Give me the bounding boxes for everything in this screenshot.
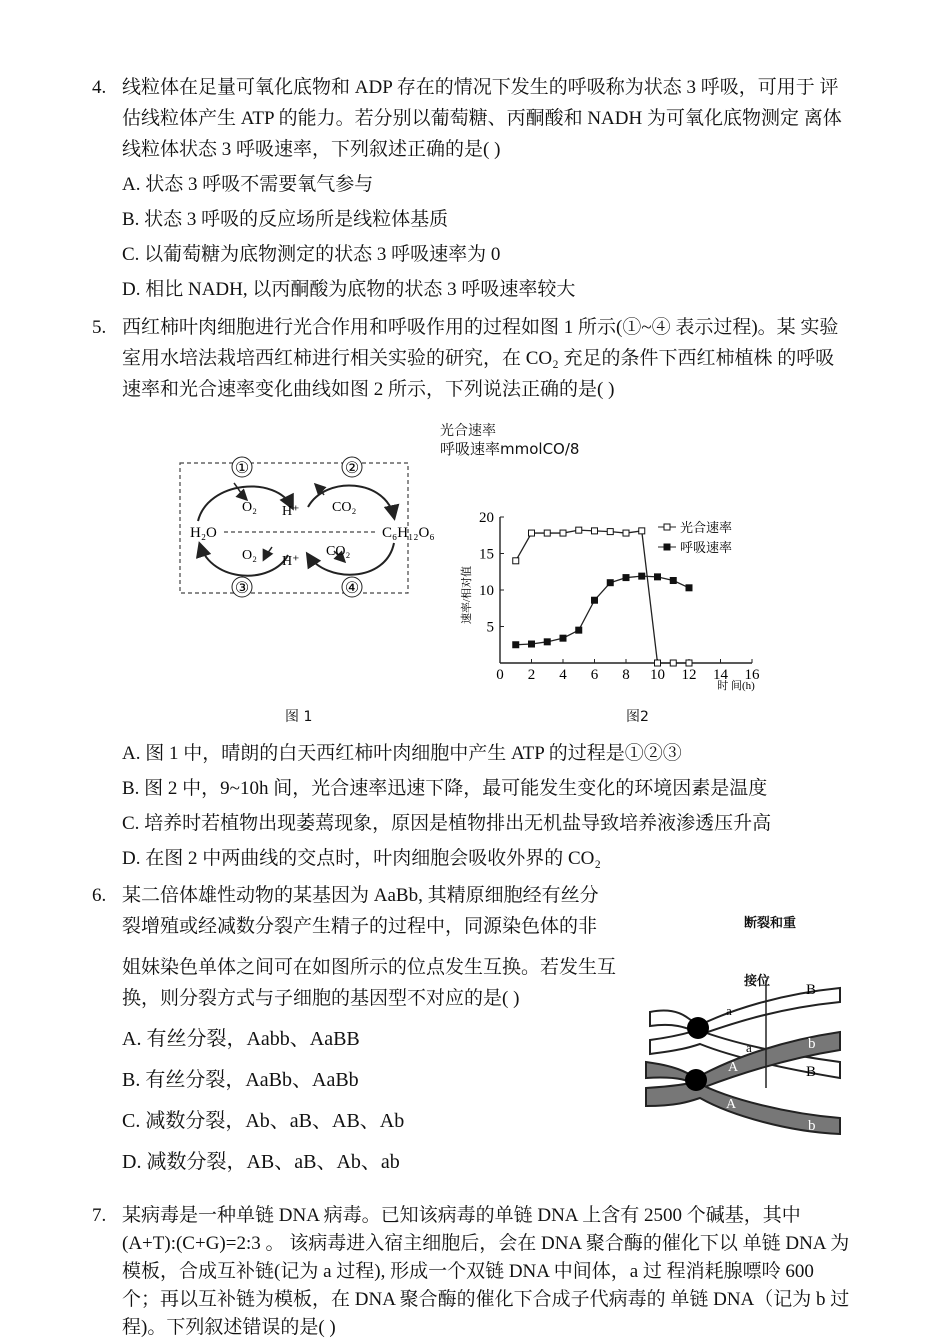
data-point (513, 558, 519, 564)
option-c: C. 培养时若植物出现萎蔫现象，原因是植物排出无机盐导致培养液渗透压升高 (122, 813, 772, 834)
data-point (576, 527, 582, 533)
gene-a-top: a (726, 1003, 732, 1018)
question-6-stem-1 (92, 880, 622, 942)
chart-top-label-2: 呼吸速率mmolCO/8 (440, 440, 580, 458)
option-a: A. 图 1 中，晴朗的白天西红柿叶肉细胞中产生 ATP 的过程是①②③ (122, 743, 682, 764)
data-point (560, 530, 566, 536)
data-point (686, 660, 692, 666)
crossover-label-2: 接位 (744, 974, 771, 989)
legend-label: 光合速率 (680, 520, 733, 535)
data-point (639, 573, 645, 579)
question-5 (92, 312, 852, 405)
question-text: 线粒体在足量可氧化底物和 ADP 存在的情况下发生的呼吸称为状态 3 呼吸，可用于 评估线粒体产生 ATP 的能力。若分别以葡萄糖、丙酮酸和 NADH 为可氧化底物测定 离体线粒体状态 3 呼吸速率，下列叙述正确的是( ) (122, 77, 842, 160)
data-point (686, 585, 692, 591)
process-1-label: ① (234, 460, 250, 477)
co2-label-bottom: CO₂ (326, 544, 351, 559)
gene-a-mid: a (746, 1040, 752, 1055)
question-text: 某二倍体雄性动物的某基因为 AaBb, 其精原细胞经有丝分 裂增殖或经减数分裂产生精子的过程中，同源染色体的非 (122, 885, 599, 937)
figure-2-caption: 图2 (626, 709, 649, 725)
series-line-2 (516, 576, 689, 645)
y-tick-label: 15 (479, 546, 494, 563)
process-3-label: ③ (234, 580, 250, 597)
option-b: B. 图 2 中，9~10h 间，光合速率迅速下降，最可能发生变化的环境因素是温度 (122, 778, 768, 799)
x-tick-label: 6 (590, 667, 599, 683)
data-point (576, 627, 582, 633)
x-tick-label: 14 (713, 667, 728, 683)
crossover-label-1: 断裂和重 (744, 916, 797, 931)
arrow-1-branch (234, 483, 246, 499)
process-2-label: ② (344, 460, 360, 477)
centromere-top (687, 1017, 709, 1039)
question-number: 7. (92, 1205, 107, 1226)
data-point (529, 530, 535, 536)
option-c: C. 以葡萄糖为底物测定的状态 3 呼吸速率为 0 (122, 244, 501, 265)
option-b: B. 状态 3 呼吸的反应场所是线粒体基质 (122, 209, 449, 230)
chart-ylabel: 速率/相对值 (461, 565, 473, 625)
o2-label-top: O₂ (242, 500, 257, 515)
figure-2-chart (460, 505, 770, 695)
question-4-stem (92, 72, 852, 165)
hplus-label-bottom: H⁺ (282, 554, 300, 569)
option-d: D. 减数分裂，AB、aB、Ab、ab (122, 1151, 400, 1173)
x-tick-label: 0 (496, 667, 504, 683)
legend-label: 呼吸速率 (680, 540, 733, 555)
question-7-stem (92, 1202, 852, 1342)
x-tick-label: 12 (681, 667, 697, 683)
x-tick-label: 10 (650, 667, 665, 683)
question-5-stem (92, 312, 852, 405)
question-7 (92, 1202, 852, 1342)
gene-B-top: B (806, 982, 817, 998)
gene-A-mid: A (728, 1060, 739, 1075)
y-tick-label: 20 (479, 510, 494, 526)
question-number: 4. (92, 77, 107, 98)
question-text: 某病毒是一种单链 DNA 病毒。已知该病毒的单链 DNA 上含有 2500 个碱基，其中 (A+T):(C+G)=2:3 。 该病毒进入宿主细胞后，会在 DNA 聚合酶的催化下以 单链 DNA 为模板，合成互补链(记为 a 过程), 形成一个双链 DNA 中间体，a 过 程消耗腺嘌呤 600 个；再以互补链为模板，在 DNA 聚合酶的催化下合成子代病毒的 单链 DNA（记为 b 过程)。下列叙述错误的是( ) (122, 1205, 850, 1338)
chart-top-label-1: 光合速率 (440, 423, 496, 439)
centromere-bottom (685, 1069, 707, 1091)
chart-xlabel: 时 间(h) (717, 680, 755, 692)
glucose-label: C₆H₁₂O₆ (382, 525, 435, 541)
option-d: D. 在图 2 中两曲线的交点时，叶肉细胞会吸收外界的 CO₂ (122, 848, 601, 869)
process-4-label: ④ (344, 580, 360, 597)
y-tick-label: 5 (486, 619, 494, 636)
gene-b-mid: b (808, 1036, 816, 1052)
figure-1-diagram (176, 455, 448, 607)
option-c: C. 减数分裂，Ab、aB、AB、Ab (122, 1110, 405, 1132)
data-point (655, 660, 661, 666)
o2-label-bottom: O₂ (242, 548, 257, 563)
h2o-label: H₂O (190, 525, 217, 541)
gene-b-low: b (808, 1118, 816, 1134)
data-point (592, 528, 598, 534)
gene-A-low: A (726, 1097, 737, 1112)
arrow-3-branch (264, 547, 272, 559)
y-tick-label: 10 (479, 583, 494, 599)
chromosome-diagram (640, 970, 850, 1140)
option-b: B. 有丝分裂，AaBb、AaBb (122, 1069, 359, 1091)
data-point (655, 574, 661, 580)
question-text: 西红柿叶肉细胞进行光合作用和呼吸作用的过程如图 1 所示(①~④ 表示过程)。某 实验室用水培法栽培西红柿进行相关实验的研究，在 CO₂ 充足的条件下西红柿植株 的呼吸速率和光合速率变化曲线如图 2 所示，下列说法正确的是( ) (122, 317, 839, 400)
x-tick-label: 16 (744, 667, 760, 683)
x-tick-label: 4 (559, 667, 567, 683)
data-point (560, 635, 566, 641)
question-5-options (92, 734, 852, 874)
x-tick-label: 2 (527, 667, 536, 683)
data-point (670, 660, 676, 666)
data-point (623, 575, 629, 581)
data-point (670, 578, 676, 584)
question-number: 6. (92, 885, 107, 906)
hplus-label-top: H⁺ (282, 504, 300, 519)
data-point (607, 580, 613, 586)
data-point (607, 529, 613, 535)
figure-1-caption: 图 1 (285, 709, 313, 725)
data-point (513, 642, 519, 648)
option-a: A. 状态 3 呼吸不需要氧气参与 (122, 174, 374, 195)
co2-label-top: CO₂ (332, 500, 357, 515)
data-point (623, 530, 629, 536)
data-point (529, 641, 535, 647)
option-d: D. 相比 NADH, 以丙酮酸为底物的状态 3 呼吸速率较大 (122, 279, 576, 300)
data-point (544, 639, 550, 645)
legend-marker (664, 544, 670, 550)
data-point (592, 597, 598, 603)
arrow-4 (308, 543, 394, 575)
data-point (544, 530, 550, 536)
question-6 (92, 880, 622, 1178)
question-number: 5. (92, 317, 107, 338)
data-point (639, 528, 645, 534)
gene-B-low: B (806, 1064, 817, 1080)
option-a: A. 有丝分裂，Aabb、AaBB (122, 1028, 360, 1050)
question-6-stem-2: 姐妹染色单体之间可在如图所示的位点发生互换。若发生互换，则分裂方式与子细胞的基因型不对应的是( ) (122, 957, 617, 1009)
x-tick-label: 8 (622, 667, 630, 683)
legend-marker (664, 524, 670, 530)
question-4 (92, 72, 852, 305)
